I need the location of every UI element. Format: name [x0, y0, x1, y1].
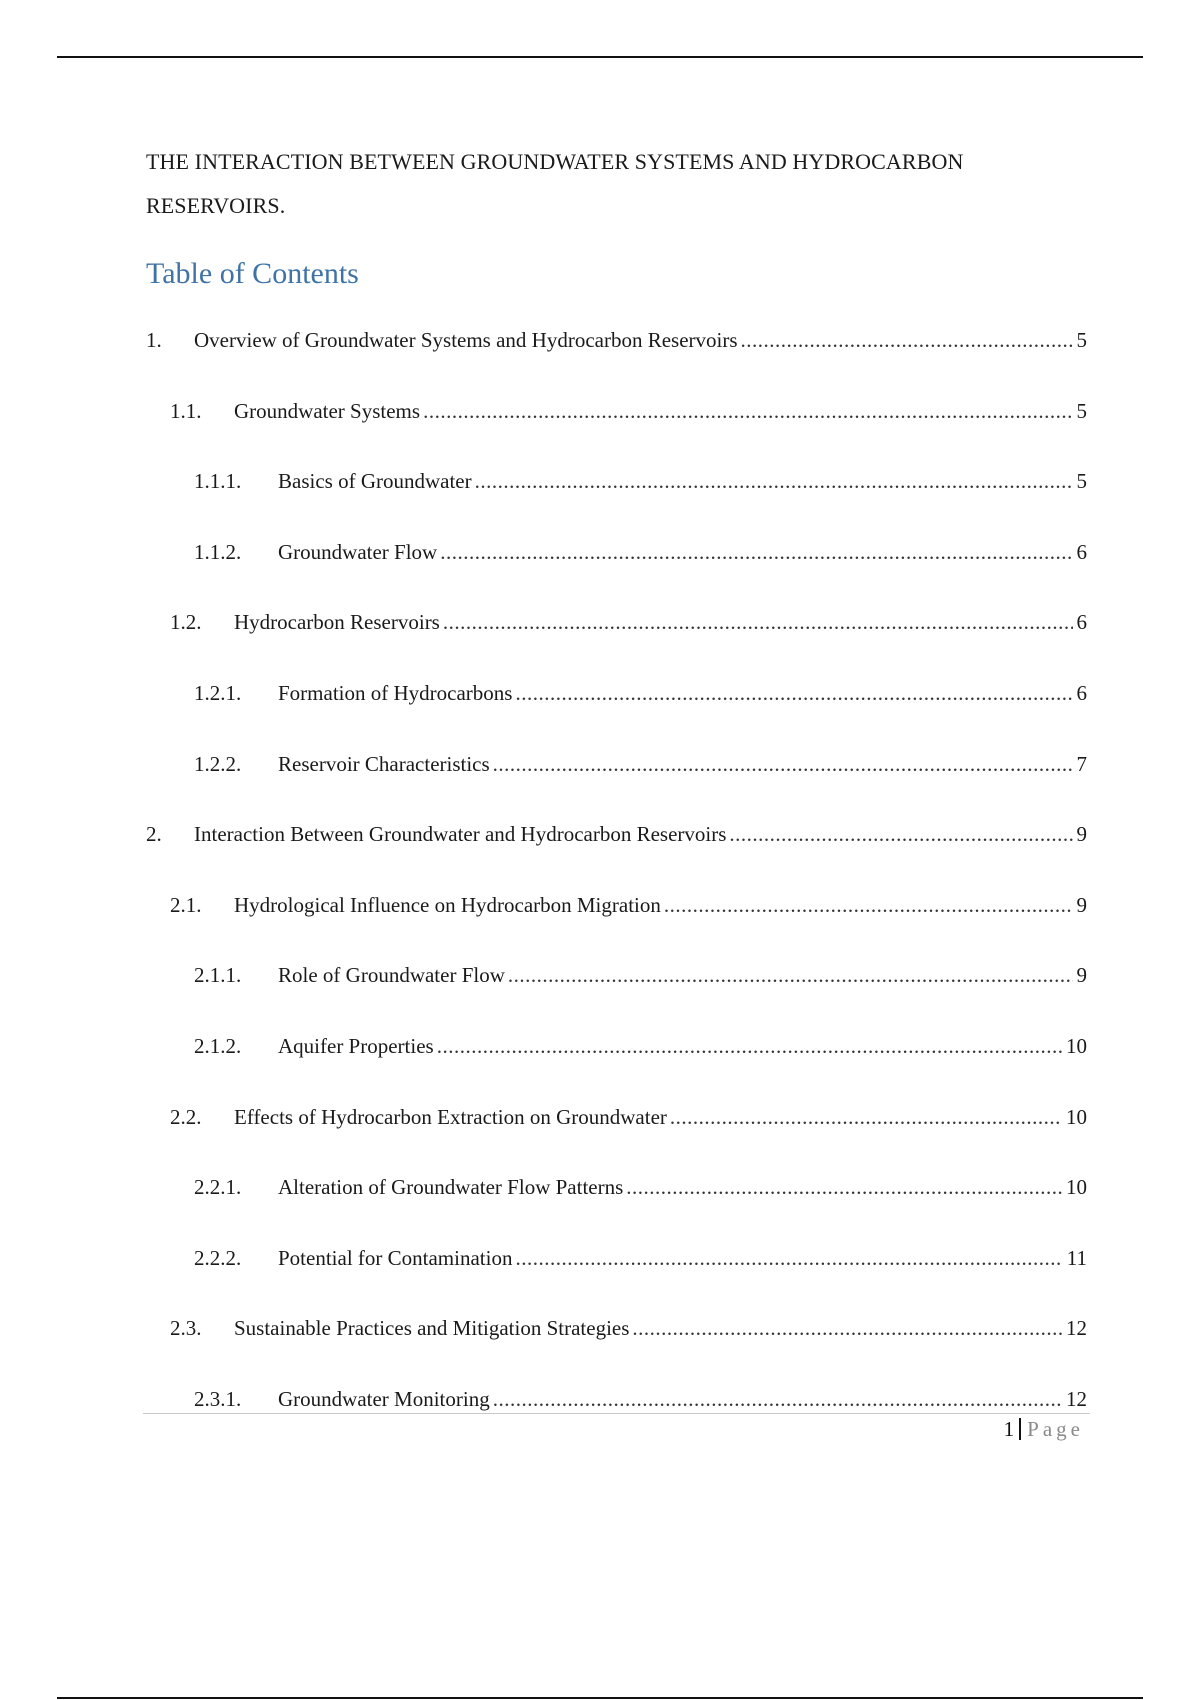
toc-entry-number: 2.1. [170, 892, 202, 917]
toc-entry-number: 1.2.2. [194, 751, 242, 776]
toc-entry[interactable] [146, 814, 1087, 885]
toc-entry-title[interactable]: Basics of Groundwater [278, 469, 472, 494]
toc-dot-leader [632, 1308, 1062, 1348]
toc-entry-title[interactable]: Overview of Groundwater Systems and Hydrocarbon Reservoirs [194, 328, 738, 352]
top-rule [57, 56, 1143, 58]
toc-entry[interactable] [146, 1379, 1087, 1450]
toc-entry-number: 1.2.1. [194, 680, 242, 705]
table-of-contents [146, 320, 1087, 1450]
toc-dot-leader [437, 1026, 1062, 1066]
toc-entry-title[interactable]: Role of Groundwater Flow [278, 963, 505, 988]
page-separator [1019, 1418, 1021, 1440]
toc-entry[interactable] [146, 391, 1087, 462]
toc-entry-title[interactable]: Aquifer Properties [278, 1033, 434, 1058]
toc-dot-leader [508, 955, 1073, 995]
toc-entry-title[interactable]: Alteration of Groundwater Flow Patterns [278, 1175, 624, 1200]
document-title: THE INTERACTION BETWEEN GROUNDWATER SYSTEMS AND HYDROCARBON RESERVOIRS. [146, 149, 964, 218]
toc-entry-number: 2.1.2. [194, 1033, 242, 1058]
toc-entry-title[interactable]: Hydrocarbon Reservoirs [234, 610, 440, 635]
toc-entry-title[interactable]: Groundwater Flow [278, 539, 438, 564]
toc-entry-page: 10 [1066, 1104, 1087, 1129]
toc-entry-page: 5 [1076, 469, 1087, 494]
toc-entry-page: 10 [1066, 1033, 1087, 1058]
toc-dot-leader [475, 461, 1073, 501]
page-number: 1 [1003, 1417, 1015, 1441]
bottom-rule [57, 1697, 1143, 1699]
toc-entry-number: 1. [146, 328, 162, 352]
toc-dot-leader [729, 814, 1072, 854]
toc-entry-number: 2.3.1. [194, 1386, 242, 1411]
toc-entry-number: 1.1.1. [194, 469, 242, 494]
toc-entry-number: 1.1.2. [194, 539, 242, 564]
toc-entry-number: 1.1. [170, 398, 202, 423]
toc-entry[interactable] [146, 744, 1087, 815]
toc-entry-title[interactable]: Reservoir Characteristics [278, 751, 490, 776]
toc-dot-leader [423, 391, 1072, 431]
toc-entry-page: 11 [1066, 1245, 1087, 1270]
toc-entry-page: 6 [1076, 680, 1087, 705]
toc-entry[interactable] [146, 885, 1087, 956]
toc-entry-title[interactable]: Effects of Hydrocarbon Extraction on Groundwater [234, 1104, 667, 1129]
toc-dot-leader [440, 532, 1072, 572]
toc-entry[interactable] [146, 320, 1087, 391]
toc-entry-page: 5 [1076, 398, 1087, 423]
toc-dot-leader [741, 320, 1073, 360]
toc-entry-title[interactable]: Sustainable Practices and Mitigation Strategies [234, 1316, 630, 1341]
toc-entry[interactable] [146, 532, 1087, 603]
footer-rule [143, 1413, 1090, 1414]
toc-dot-leader [670, 1097, 1062, 1137]
page-label: Page [1027, 1417, 1084, 1441]
toc-entry-page: 9 [1076, 963, 1087, 988]
toc-entry[interactable] [146, 1167, 1087, 1238]
toc-entry-page: 10 [1066, 1175, 1087, 1200]
toc-heading: Table of Contents [146, 257, 359, 290]
toc-entry-title[interactable]: Potential for Contamination [278, 1245, 513, 1270]
toc-entry-page: 6 [1076, 539, 1087, 564]
toc-dot-leader [515, 673, 1072, 713]
toc-entry-title[interactable]: Hydrological Influence on Hydrocarbon Migration [234, 892, 661, 917]
toc-entry[interactable] [146, 602, 1087, 673]
toc-entry[interactable] [146, 1097, 1087, 1168]
toc-entry-page: 12 [1066, 1386, 1087, 1411]
toc-entry-page: 12 [1066, 1316, 1087, 1341]
toc-dot-leader [515, 1238, 1062, 1278]
toc-entry-title[interactable]: Groundwater Systems [234, 398, 421, 423]
toc-entry-page: 9 [1076, 822, 1087, 847]
toc-entry[interactable] [146, 1026, 1087, 1097]
toc-entry-page: 9 [1076, 892, 1087, 917]
toc-dot-leader [626, 1167, 1062, 1207]
toc-dot-leader [443, 602, 1073, 642]
toc-entry-title[interactable]: Interaction Between Groundwater and Hydrocarbon Reservoirs [194, 822, 727, 847]
toc-entry-number: 2. [146, 822, 162, 847]
toc-entry-number: 2.2.2. [194, 1245, 242, 1270]
toc-entry-page: 5 [1076, 328, 1087, 352]
toc-entry-number: 1.2. [170, 610, 202, 635]
toc-entry-title[interactable]: Groundwater Monitoring [278, 1386, 490, 1411]
page-footer [1004, 1414, 1084, 1444]
toc-entry[interactable] [146, 1238, 1087, 1309]
toc-entry-number: 2.1.1. [194, 963, 242, 988]
toc-entry-number: 2.2.1. [194, 1175, 242, 1200]
toc-entry-number: 2.2. [170, 1104, 202, 1129]
toc-dot-leader [493, 744, 1073, 784]
toc-entry[interactable] [146, 673, 1087, 744]
toc-entry[interactable] [146, 955, 1087, 1026]
toc-entry-number: 2.3. [170, 1316, 202, 1341]
toc-dot-leader [664, 885, 1073, 925]
toc-entry-page: 6 [1076, 610, 1087, 635]
toc-entry[interactable] [146, 461, 1087, 532]
toc-entry[interactable] [146, 1308, 1087, 1379]
toc-entry-title[interactable]: Formation of Hydrocarbons [278, 680, 513, 705]
toc-entry-page: 7 [1076, 751, 1087, 776]
